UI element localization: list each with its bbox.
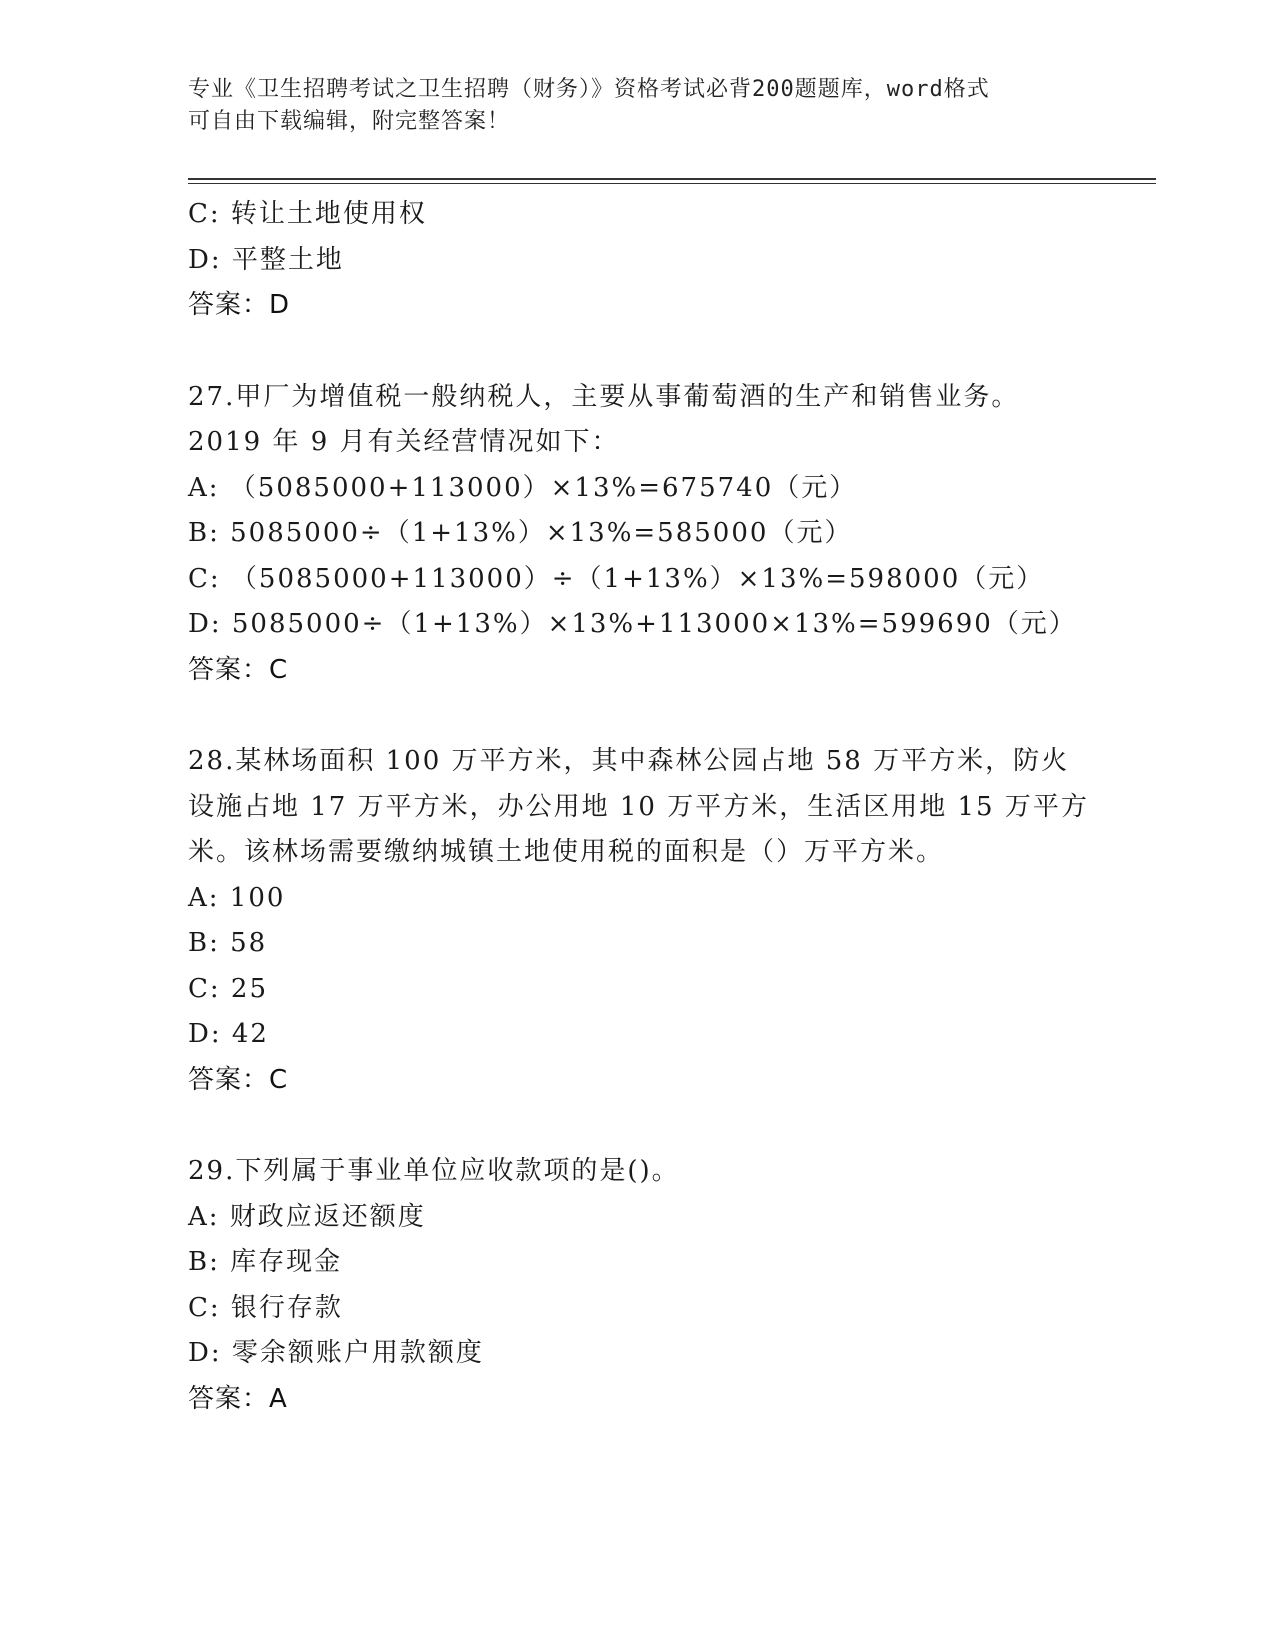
question-stem: 2019 年 9 月有关经营情况如下： — [188, 427, 620, 457]
option-line: D: 零余额账户用款额度 — [188, 1338, 484, 1368]
answer-line: 答案：D — [188, 290, 291, 320]
option-line: A: 100 — [188, 882, 286, 913]
option-line: D: 平整土地 — [188, 244, 344, 275]
header-rule-thick — [188, 178, 1156, 180]
question-stem: 米。该林场需要缴纳城镇土地使用税的面积是（）万平方米。 — [188, 837, 945, 867]
question-stem: 28.某林场面积 100 万平方米，其中森林公园占地 58 万平方米，防火 — [188, 746, 1070, 776]
option-line: A: （5085000+113000）×13%=675740（元） — [188, 472, 858, 503]
question-stem: 设施占地 17 万平方米，办公用地 10 万平方米，生活区用地 15 万平方 — [188, 791, 1089, 822]
question-list — [188, 192, 1088, 1422]
option-line: B: 5085000÷（1+13%）×13%=585000（元） — [188, 518, 853, 548]
question-stem: 29.下列属于事业单位应收款项的是()。 — [188, 1156, 680, 1186]
spacer — [188, 329, 1088, 375]
spacer — [188, 693, 1088, 739]
question-block — [188, 1149, 1088, 1422]
document-header — [188, 74, 1088, 138]
question-stem: 27.甲厂为增值税一般纳税人，主要从事葡萄酒的生产和销售业务。 — [188, 381, 1020, 412]
answer-line: 答案：C — [188, 1064, 289, 1095]
question-block — [188, 375, 1088, 694]
question-block — [188, 739, 1088, 1103]
option-line: C: 转让土地使用权 — [188, 199, 427, 229]
spacer — [188, 1103, 1088, 1149]
answer-line: 答案：C — [188, 654, 289, 685]
question-block — [188, 192, 1088, 329]
header-line: 专业《卫生招聘考试之卫生招聘（财务）》资格考试必背200题题库，word格式 — [188, 77, 990, 102]
option-line: C: 25 — [188, 973, 269, 1004]
answer-line: 答案：A — [188, 1383, 288, 1414]
option-line: D: 42 — [188, 1019, 269, 1049]
option-line: C: 银行存款 — [188, 1292, 343, 1323]
option-line: B: 库存现金 — [188, 1247, 343, 1277]
option-line: D: 5085000÷（1+13%）×13%+113000×13%=599690（元） — [188, 609, 1077, 639]
option-line: C: （5085000+113000）÷（1+13%）×13%=598000（元） — [188, 563, 1045, 594]
option-line: B: 58 — [188, 928, 268, 958]
header-line: 可自由下载编辑，附完整答案！ — [188, 109, 511, 134]
header-rule-thin — [188, 183, 1156, 184]
option-line: A: 财政应返还额度 — [188, 1201, 426, 1232]
